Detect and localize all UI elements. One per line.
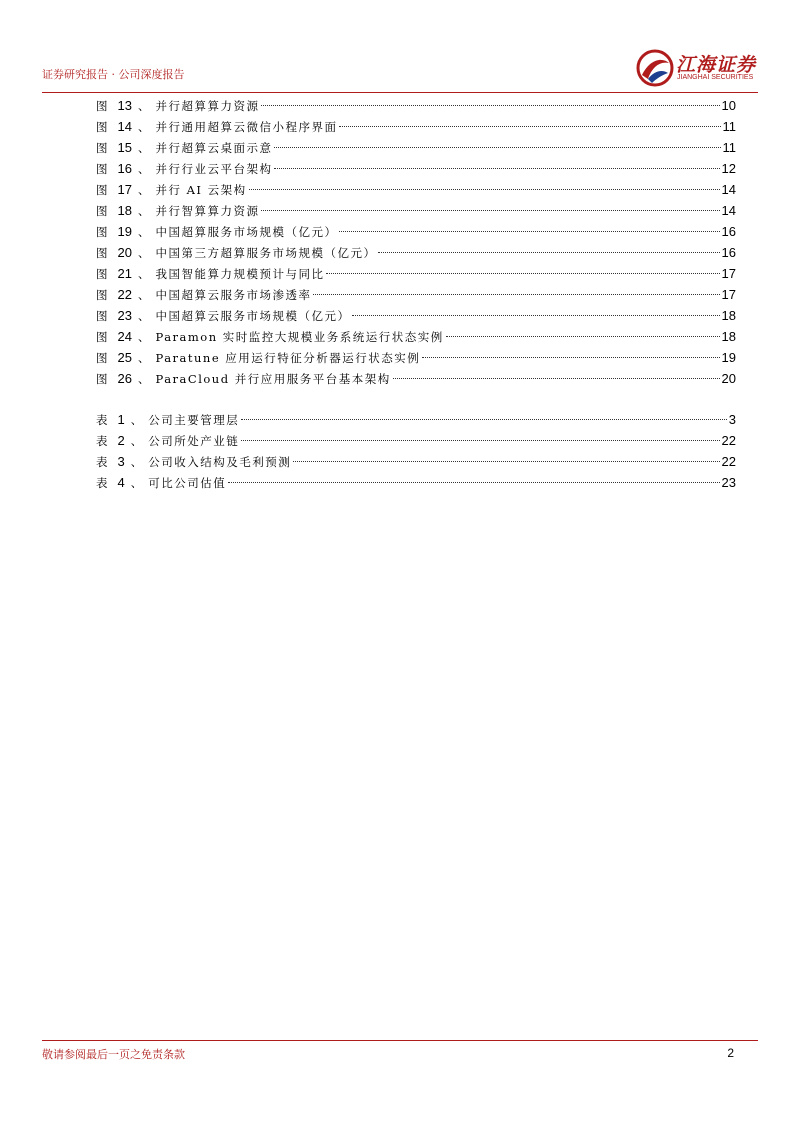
- entry-prefix: 图: [96, 372, 108, 386]
- dot-leader: [326, 273, 719, 274]
- entry-page-number: 11: [722, 140, 736, 155]
- entry-separator: 、: [130, 434, 143, 448]
- header-divider: [42, 92, 758, 93]
- entry-title: 中国超算云服务市场规模（亿元）: [155, 309, 351, 323]
- entry-prefix: 表: [96, 476, 108, 490]
- dot-leader: [274, 147, 720, 148]
- entry-page-number: 14: [721, 182, 736, 197]
- toc-entry[interactable]: [96, 284, 736, 305]
- toc-entry[interactable]: [96, 158, 736, 179]
- toc-entry[interactable]: [96, 368, 736, 389]
- entry-number: 16: [117, 161, 132, 176]
- toc-entry[interactable]: [96, 116, 736, 137]
- entry-prefix: 图: [96, 288, 108, 302]
- dot-leader: [339, 126, 720, 127]
- entry-title: 并行超算云桌面示意: [155, 141, 273, 155]
- dot-leader: [378, 252, 719, 253]
- dot-leader: [228, 482, 719, 483]
- entry-separator: 、: [137, 99, 150, 113]
- toc-entry[interactable]: [96, 451, 736, 472]
- entry-page-number: 23: [721, 475, 736, 490]
- dot-leader: [313, 294, 719, 295]
- dot-leader: [241, 440, 719, 441]
- entry-number: 26: [117, 371, 132, 386]
- entry-title: 并行通用超算云微信小程序界面: [155, 120, 338, 134]
- entry-number: 17: [117, 182, 132, 197]
- entry-prefix: 图: [96, 330, 108, 344]
- entry-prefix: 图: [96, 225, 108, 239]
- entry-title: Paratune 应用运行特征分析器运行状态实例: [155, 351, 421, 365]
- entry-separator: 、: [137, 267, 150, 281]
- entry-number: 2: [117, 433, 125, 448]
- entry-separator: 、: [137, 204, 150, 218]
- footer-divider: [42, 1040, 758, 1041]
- dot-leader: [241, 419, 727, 420]
- entry-page-number: 10: [721, 98, 736, 113]
- entry-prefix: 图: [96, 99, 108, 113]
- entry-title: 公司主要管理层: [148, 413, 240, 427]
- entry-separator: 、: [137, 225, 150, 239]
- entry-page-number: 19: [721, 350, 736, 365]
- entry-title: 可比公司估值: [148, 476, 227, 490]
- entry-page-number: 22: [721, 454, 736, 469]
- entry-separator: 、: [137, 141, 150, 155]
- dot-leader: [249, 189, 720, 190]
- entry-separator: 、: [137, 246, 150, 260]
- toc-entry[interactable]: [96, 326, 736, 347]
- dot-leader: [393, 378, 720, 379]
- entry-number: 25: [117, 350, 132, 365]
- entry-number: 24: [117, 329, 132, 344]
- entry-separator: 、: [137, 372, 150, 386]
- entry-separator: 、: [137, 120, 150, 134]
- entry-separator: 、: [137, 351, 150, 365]
- toc-entry[interactable]: [96, 200, 736, 221]
- entry-number: 3: [117, 454, 125, 469]
- entry-prefix: 图: [96, 351, 108, 365]
- entry-page-number: 14: [721, 203, 736, 218]
- toc-entry[interactable]: [96, 263, 736, 284]
- page-number: 2: [727, 1046, 734, 1060]
- entry-prefix: 图: [96, 162, 108, 176]
- entry-prefix: 图: [96, 309, 108, 323]
- entry-prefix: 表: [96, 455, 108, 469]
- toc-entry[interactable]: [96, 242, 736, 263]
- entry-separator: 、: [130, 413, 143, 427]
- entry-prefix: 图: [96, 183, 108, 197]
- entry-page-number: 17: [721, 266, 736, 281]
- dot-leader: [339, 231, 719, 232]
- entry-prefix: 图: [96, 246, 108, 260]
- toc-entry[interactable]: [96, 430, 736, 451]
- entry-separator: 、: [130, 455, 143, 469]
- entry-title: 并行 AI 云架构: [155, 183, 247, 197]
- toc-entry[interactable]: [96, 137, 736, 158]
- entry-page-number: 18: [721, 329, 736, 344]
- entry-title: 中国第三方超算服务市场规模（亿元）: [155, 246, 377, 260]
- jianghai-logo-icon: [636, 49, 674, 87]
- entry-prefix: 表: [96, 413, 108, 427]
- entry-number: 13: [117, 98, 132, 113]
- logo-english-name: JIANGHAI SECURITIES: [677, 74, 754, 81]
- dot-leader: [422, 357, 719, 358]
- toc-entry[interactable]: [96, 305, 736, 326]
- toc-entry[interactable]: [96, 179, 736, 200]
- entry-prefix: 表: [96, 434, 108, 448]
- entry-separator: 、: [137, 183, 150, 197]
- entry-separator: 、: [137, 288, 150, 302]
- dot-leader: [261, 210, 719, 211]
- entry-title: 并行智算算力资源: [155, 204, 260, 218]
- entry-title: 并行超算算力资源: [155, 99, 260, 113]
- entry-title: 公司收入结构及毛利预测: [148, 455, 292, 469]
- entry-number: 1: [117, 412, 125, 427]
- dot-leader: [274, 168, 719, 169]
- entry-separator: 、: [137, 162, 150, 176]
- toc-entry[interactable]: [96, 95, 736, 116]
- entry-separator: 、: [130, 476, 143, 490]
- table-index: [96, 409, 736, 493]
- entry-page-number: 16: [721, 245, 736, 260]
- entry-number: 22: [117, 287, 132, 302]
- entry-title: 我国智能算力规模预计与同比: [155, 267, 325, 281]
- dot-leader: [261, 105, 719, 106]
- entry-number: 23: [117, 308, 132, 323]
- entry-number: 21: [117, 266, 132, 281]
- entry-prefix: 图: [96, 120, 108, 134]
- dot-leader: [293, 461, 719, 462]
- entry-title: Paramon 实时监控大规模业务系统运行状态实例: [155, 330, 444, 344]
- entry-separator: 、: [137, 309, 150, 323]
- entry-title: 中国超算云服务市场渗透率: [155, 288, 312, 302]
- entry-page-number: 3: [728, 412, 736, 427]
- entry-number: 4: [117, 475, 125, 490]
- entry-title: 中国超算服务市场规模（亿元）: [155, 225, 338, 239]
- entry-title: ParaCloud 并行应用服务平台基本架构: [155, 372, 391, 386]
- entry-title: 并行行业云平台架构: [155, 162, 273, 176]
- logo-chinese-name: 江海证券: [676, 54, 757, 76]
- entry-number: 20: [117, 245, 132, 260]
- toc-entry[interactable]: [96, 409, 736, 430]
- entry-number: 18: [117, 203, 132, 218]
- entry-page-number: 17: [721, 287, 736, 302]
- figure-index: [96, 95, 736, 389]
- footer-disclaimer: 敬请参阅最后一页之免责条款: [42, 1048, 185, 1061]
- entry-page-number: 16: [721, 224, 736, 239]
- toc-entry[interactable]: [96, 472, 736, 493]
- entry-number: 19: [117, 224, 132, 239]
- dot-leader: [352, 315, 719, 316]
- dot-leader: [446, 336, 720, 337]
- entry-page-number: 20: [721, 371, 736, 386]
- entry-prefix: 图: [96, 267, 108, 281]
- entry-number: 15: [117, 140, 132, 155]
- entry-prefix: 图: [96, 141, 108, 155]
- entry-number: 14: [117, 119, 132, 134]
- entry-page-number: 12: [721, 161, 736, 176]
- entry-page-number: 11: [722, 119, 736, 134]
- company-logo: [636, 49, 756, 87]
- toc-entry[interactable]: [96, 347, 736, 368]
- entry-page-number: 18: [721, 308, 736, 323]
- entry-page-number: 22: [721, 433, 736, 448]
- entry-separator: 、: [137, 330, 150, 344]
- entry-prefix: 图: [96, 204, 108, 218]
- report-type-header: 证券研究报告 · 公司深度报告: [42, 68, 185, 81]
- toc-entry[interactable]: [96, 221, 736, 242]
- entry-title: 公司所处产业链: [148, 434, 240, 448]
